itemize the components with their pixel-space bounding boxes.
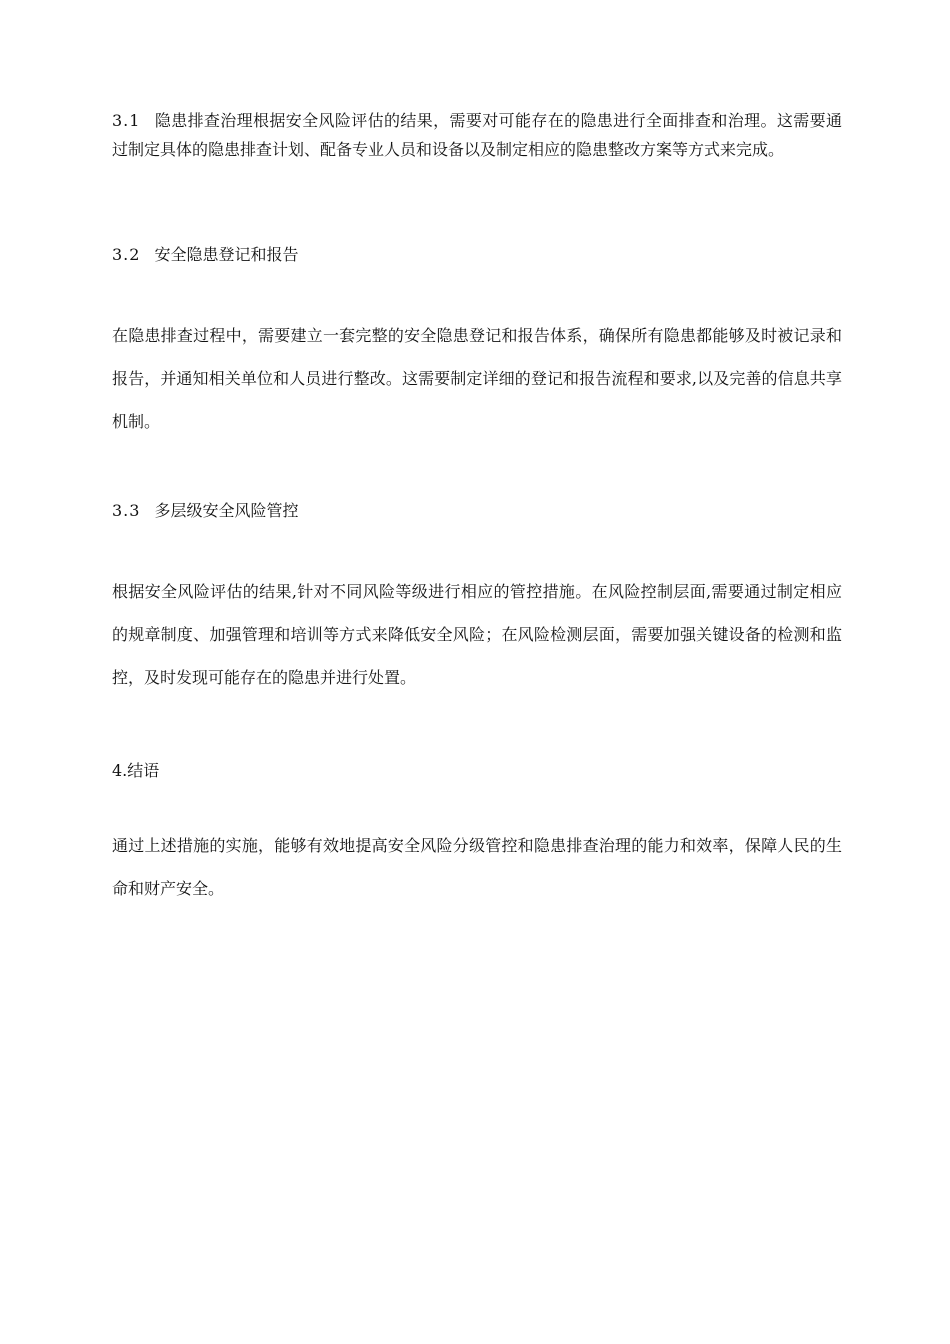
section-3-2-number: 3.2 (112, 245, 141, 264)
section-3-2-heading (112, 243, 842, 267)
section-3-3-title: 多层级安全风险管控 (154, 501, 299, 520)
section-4-body: 通过上述措施的实施，能够有效地提高安全风险分级管控和隐患排查治理的能力和效率，保障人民的生命和财产安全。 (112, 836, 842, 898)
section-4-heading: 4.结语 (112, 761, 160, 780)
section-3-2-title: 安全隐患登记和报告 (154, 245, 299, 264)
section-3-3-number: 3.3 (112, 501, 141, 520)
section-3-1-paragraph (112, 106, 842, 164)
section-3-2-body: 在隐患排查过程中，需要建立一套完整的安全隐患登记和报告体系，确保所有隐患都能够及时被记录和报告，并通知相关单位和人员进行整改。这需要制定详细的登记和报告流程和要求,以及完善的信息共享机制。 (112, 326, 842, 431)
section-3-3-body: 根据安全风险评估的结果,针对不同风险等级进行相应的管控措施。在风险控制层面,需要通过制定相应的规章制度、加强管理和培训等方式来降低安全风险；在风险检测层面，需要加强关键设备的检测和监控，及时发现可能存在的隐患并进行处置。 (112, 582, 842, 687)
section-3-1-text: 隐患排查治理根据安全风险评估的结果，需要对可能存在的隐患进行全面排查和治理。这需要通过制定具体的隐患排查计划、配备专业人员和设备以及制定相应的隐患整改方案等方式来完成。 (112, 111, 842, 159)
section-3-1-number: 3.1 (112, 111, 141, 130)
section-3-3-heading (112, 499, 842, 523)
